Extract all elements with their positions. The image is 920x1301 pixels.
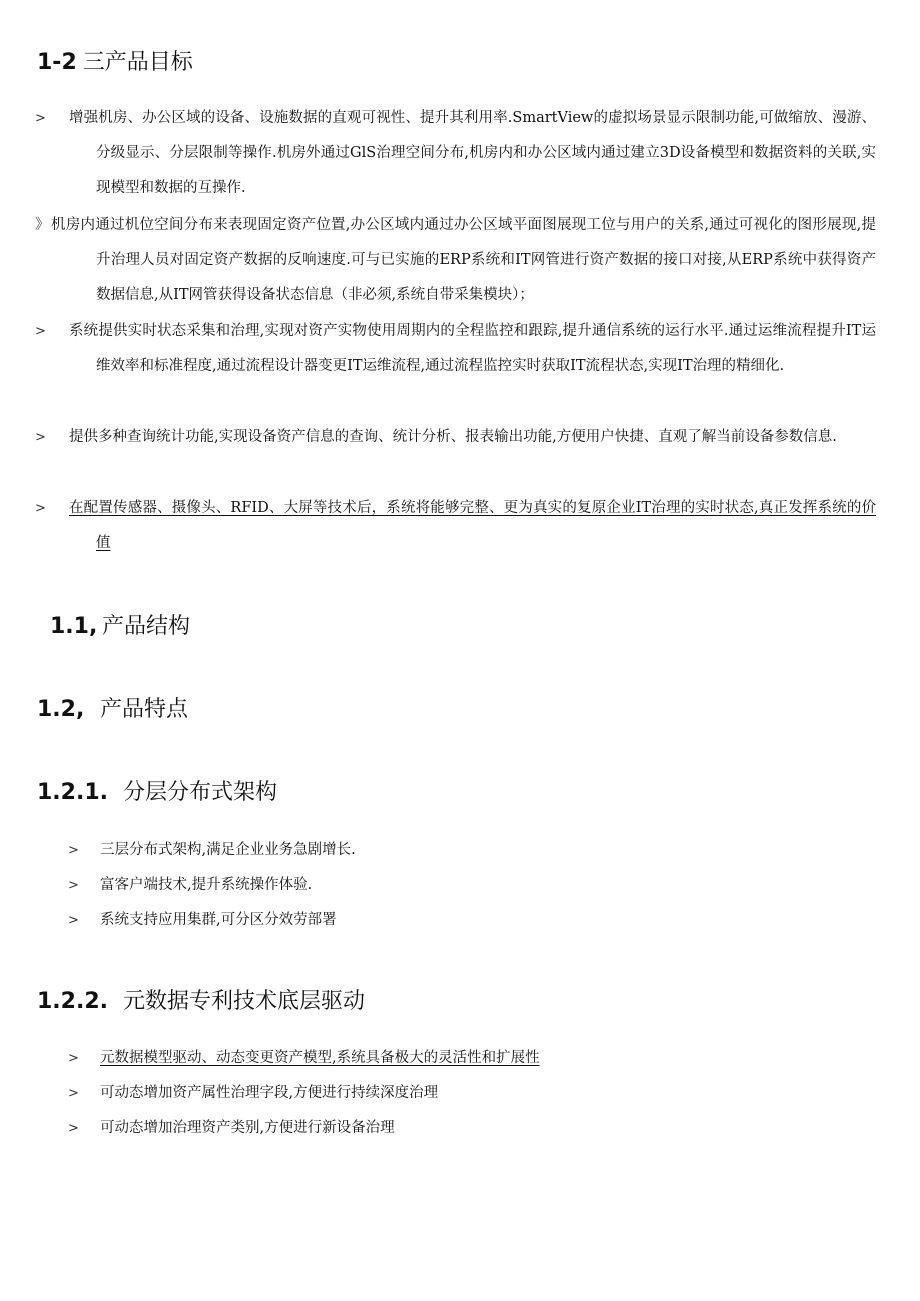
section-title: 产品结构 [102, 614, 191, 639]
section-number: 1.2, [37, 697, 85, 722]
section-title: 分层分布式架构 [123, 780, 278, 805]
list-item [68, 868, 313, 903]
chevron-right-icon: > [68, 1121, 79, 1136]
chevron-right-icon: > [35, 324, 46, 339]
list-item-text: 富客户端技术,提升系统操作体验. [100, 877, 313, 893]
section-title: 三产品目标 [82, 50, 193, 75]
list-item [68, 1041, 540, 1076]
list-item [35, 420, 876, 455]
list-item-text: 三层分布式架构,满足企业业务急剧增长. [100, 842, 356, 858]
section-title: 元数据专利技术底层驱动 [123, 989, 366, 1014]
list-item-text: 增强机房、办公区域的设备、设施数据的直观可视性、提升其利用率.SmartView的虚拟场景显示限制功能,可做缩放、漫游、分级显示、分层限制等操作.机房外通过GlS治理空间分布,机房内和办公区域内通过建立3D设备模型和数据资料的关联,实现模型和数据的互操作. [69, 110, 876, 196]
section-number: 1.1, [50, 614, 98, 639]
list-item-text: 元数据模型驱动、动态变更资产模型,系统具备极大的灵活性和扩展性 [100, 1050, 540, 1066]
list-item [35, 208, 876, 313]
list-item [68, 903, 337, 938]
list-item-text: 系统支持应用集群,可分区分效劳部署 [100, 912, 337, 928]
chevron-right-icon: > [68, 913, 79, 928]
list-item-text: 可动态增加治理资产类别,方便进行新设备治理 [100, 1120, 395, 1136]
chevron-right-icon: > [68, 878, 79, 893]
section-number: 1.2.2. [37, 989, 108, 1014]
chevron-right-icon: > [35, 430, 46, 445]
chevron-right-icon: > [35, 501, 46, 516]
list-item-text: 在配置传感器、摄像头、RFID、大屏等技术后，系统将能够完整、更为真实的复原企业IT治理的实时状态,真正发挥系统的价值 [69, 500, 876, 551]
list-item [35, 101, 876, 206]
section-heading-product-goal [37, 45, 193, 76]
chevron-right-icon: > [68, 1051, 79, 1066]
section-number: 1-2 [37, 50, 77, 75]
list-item [68, 833, 356, 868]
section-number: 1.2.1. [37, 780, 108, 805]
chevron-right-icon: > [68, 1086, 79, 1101]
section-heading-product-features [37, 692, 188, 723]
list-item [35, 314, 876, 384]
section-heading-product-structure [50, 609, 190, 640]
list-item-text: 提供多种查询统计功能,实现设备资产信息的查询、统计分析、报表输出功能,方便用户快捷、直观了解当前设备参数信息. [69, 429, 837, 445]
list-item-text: 可动态增加资产属性治理字段,方便进行持续深度治理 [100, 1085, 439, 1101]
list-item-text: 机房内通过机位空间分布来表现固定资产位置,办公区域内通过办公区域平面图展现工位与用户的关系,通过可视化的图形展现,提升治理人员对固定资产数据的反响速度.可与已实施的ERP系统和IT网管进行资产数据的接口对接,从ERP系统中获得资产数据信息,从IT网管获得设备状态信息（非必须,系统自带采集模块）； [51, 217, 876, 303]
chevron-right-icon: > [68, 843, 79, 858]
section-heading-layered-architecture [37, 775, 277, 806]
list-item-text: 系统提供实时状态采集和治理,实现对资产实物使用周期内的全程监控和跟踪,提升通信系统的运行水平.通过运维流程提升IT运维效率和标准程度,通过流程设计器变更IT运维流程,通过流程监控实时获取IT流程状态,实现IT治理的精细化. [69, 323, 876, 374]
list-item [68, 1111, 395, 1146]
list-item [68, 1076, 439, 1111]
list-item [35, 491, 876, 561]
section-heading-metadata-driven [37, 984, 365, 1015]
section-title: 产品特点 [100, 697, 189, 722]
bullet-marker: 》 [35, 217, 50, 233]
chevron-right-icon: > [35, 111, 46, 126]
